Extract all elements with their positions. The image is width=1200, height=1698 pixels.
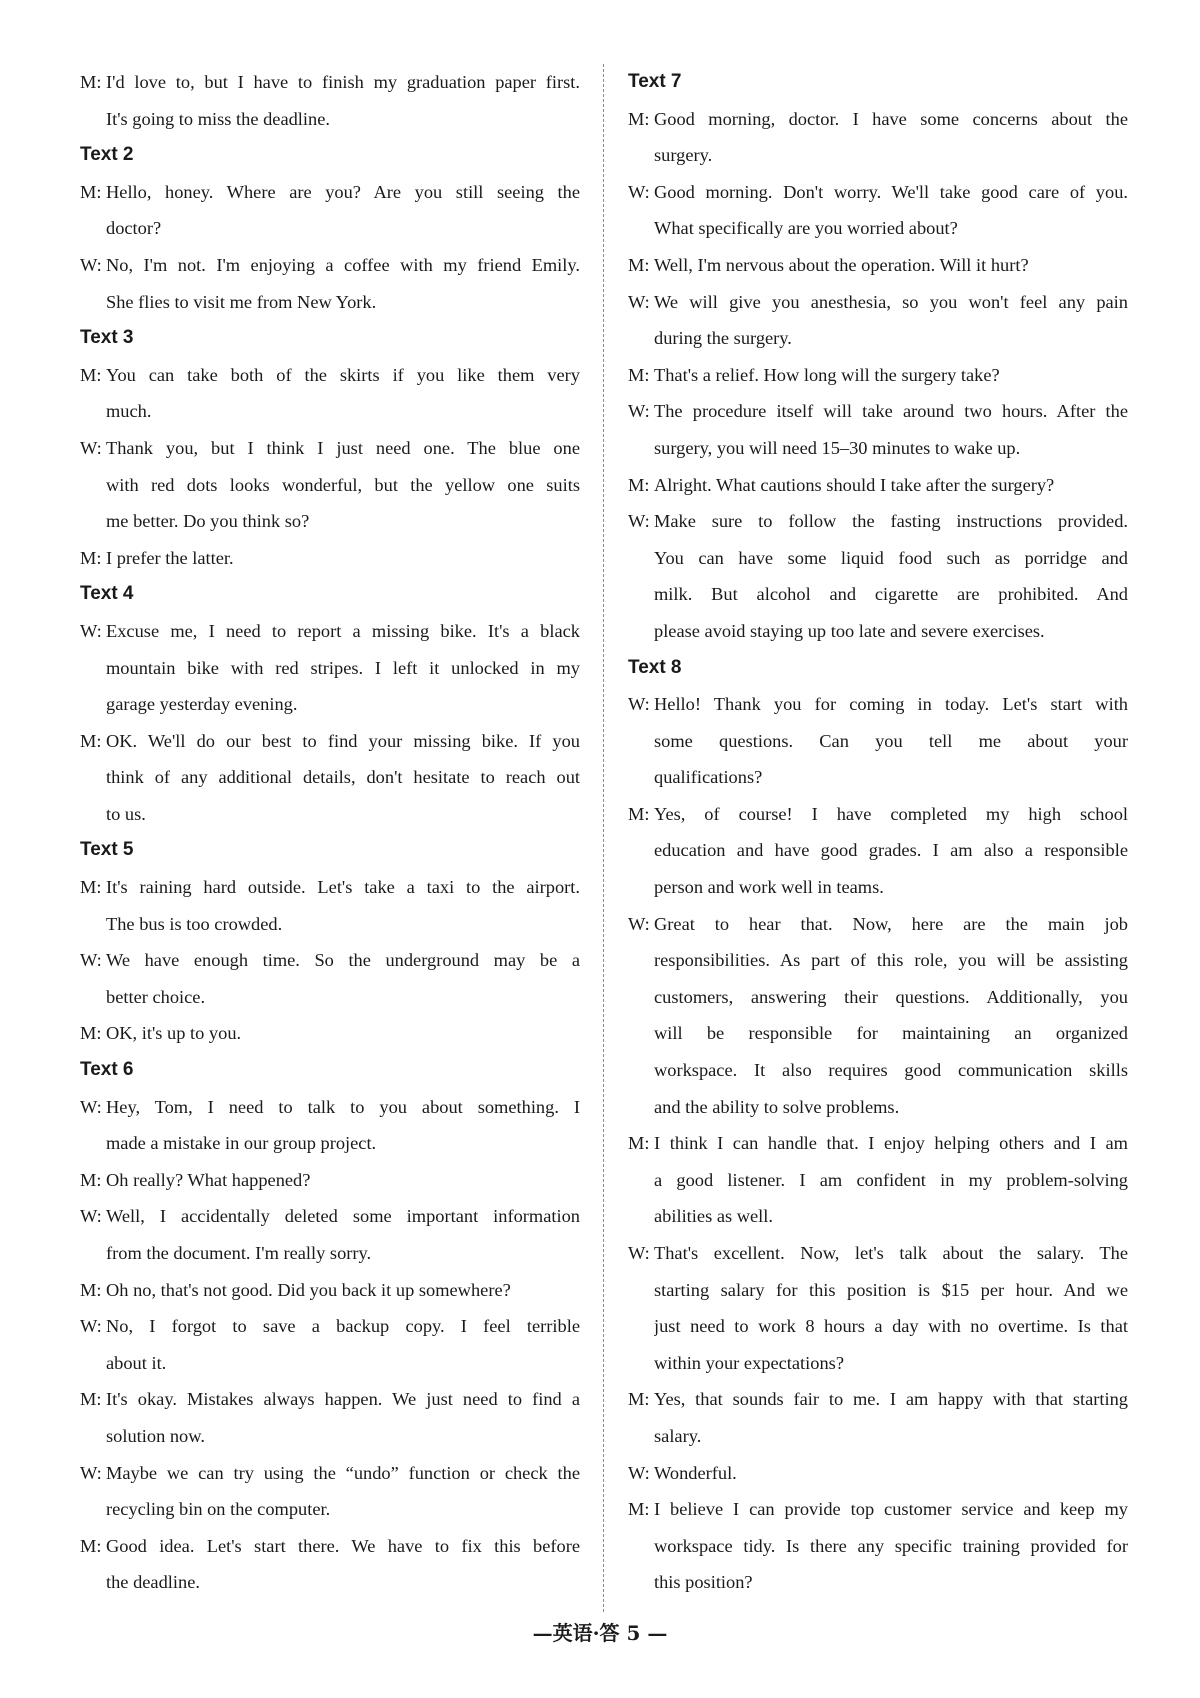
dialogue-line	[628, 1564, 1128, 1601]
dialogue-line	[628, 1272, 1128, 1309]
dialogue-text: abilities as well.	[654, 1206, 774, 1227]
dialogue-text: think of any additional details, don't hesitate to reach out	[106, 767, 580, 788]
dialogue-line	[628, 1528, 1128, 1565]
speaker-label: W:	[80, 620, 102, 641]
dialogue-line	[80, 1564, 580, 1601]
dialogue-text: workspace tidy. Is there any specific training provided for	[654, 1535, 1128, 1556]
dialogue-line	[628, 1418, 1128, 1455]
dialogue-text: Make sure to follow the fasting instructions provided.	[654, 511, 1128, 532]
dialogue-line	[80, 906, 580, 943]
dialogue-line	[628, 1345, 1128, 1382]
dialogue-line	[80, 1381, 580, 1418]
dialogue-text: surgery.	[654, 145, 713, 166]
dialogue-line	[628, 979, 1128, 1016]
speaker-label: W:	[628, 694, 650, 715]
dialogue-text: during the surgery.	[654, 328, 792, 349]
dialogue-line	[80, 1528, 580, 1565]
dialogue-text: No, I forgot to save a backup copy. I feel terrible	[106, 1316, 580, 1337]
speaker-label: W:	[628, 1462, 650, 1483]
speaker-label: W:	[80, 950, 102, 971]
dialogue-text: surgery, you will need 15–30 minutes to wake up.	[654, 437, 1021, 458]
dialogue-text: to us.	[106, 803, 146, 824]
speaker-label: W:	[628, 511, 650, 532]
dialogue-line	[80, 1455, 580, 1492]
page-footer: —英语·答 5 —	[532, 1621, 668, 1645]
dialogue-text: made a mistake in our group project.	[106, 1133, 377, 1154]
dialogue-text: She flies to visit me from New York.	[106, 291, 377, 312]
dialogue-text: customers, answering their questions. Additionally, you	[654, 986, 1128, 1007]
speaker-label: M:	[628, 1389, 650, 1410]
dialogue-line	[80, 174, 580, 211]
dialogue-line	[80, 1089, 580, 1126]
speaker-label: M:	[628, 254, 650, 275]
dialogue-text: No, I'm not. I'm enjoying a coffee with my friend Emily.	[106, 254, 580, 275]
speaker-label: W:	[80, 254, 102, 275]
speaker-label: M:	[80, 72, 102, 92]
dialogue-line	[80, 723, 580, 760]
dialogue-text: will be responsible for maintaining an organized	[654, 1023, 1128, 1044]
dialogue-text: doctor?	[106, 218, 162, 239]
dialogue-line	[80, 540, 580, 577]
dialogue-line	[80, 210, 580, 247]
dialogue-line	[628, 1125, 1128, 1162]
dialogue-line	[628, 723, 1128, 760]
dialogue-text: OK. We'll do our best to find your missing bike. If you	[106, 730, 580, 751]
section-heading: Text 6	[80, 1059, 134, 1081]
dialogue-text: Yes, that sounds fair to me. I am happy with that starting	[654, 1389, 1128, 1410]
dialogue-line	[80, 942, 580, 979]
dialogue-line	[628, 869, 1128, 906]
speaker-label: M:	[80, 1279, 102, 1300]
dialogue-text: Well, I accidentally deleted some important information	[106, 1206, 580, 1227]
dialogue-text: qualifications?	[654, 767, 763, 788]
speaker-label: W:	[80, 437, 102, 458]
speaker-label: M:	[80, 1389, 102, 1410]
dialogue-line	[628, 210, 1128, 247]
dialogue-line	[80, 613, 580, 650]
dialogue-line	[628, 467, 1128, 504]
dialogue-line	[628, 576, 1128, 613]
dialogue-line	[80, 759, 580, 796]
dialogue-line	[80, 503, 580, 540]
dialogue-text: responsibilities. As part of this role, you will be assisting	[654, 950, 1128, 971]
column-divider	[603, 64, 604, 1612]
dialogue-text: milk. But alcohol and cigarette are prohibited. And	[654, 584, 1128, 605]
dialogue-text: about it.	[106, 1352, 167, 1373]
speaker-label: W:	[628, 1243, 650, 1263]
dialogue-text: from the document. I'm really sorry.	[106, 1243, 372, 1263]
speaker-label: M:	[80, 181, 102, 202]
dialogue-text: recycling bin on the computer.	[106, 1499, 331, 1520]
dialogue-line	[80, 1015, 580, 1052]
dialogue-text: You can have some liquid food such as porridge and	[654, 547, 1128, 568]
dialogue-line	[80, 1125, 580, 1162]
dialogue-line	[628, 1162, 1128, 1199]
dialogue-line	[80, 869, 580, 906]
dialogue-line	[628, 101, 1128, 138]
dialogue-line	[80, 430, 580, 467]
dialogue-text: starting salary for this position is $15 per hour. And we	[654, 1279, 1128, 1300]
speaker-label: M:	[80, 730, 102, 751]
dialogue-line	[628, 906, 1128, 943]
speaker-label: M:	[628, 364, 650, 385]
dialogue-text: I prefer the latter.	[106, 547, 234, 568]
dialogue-text: You can take both of the skirts if you like them very	[106, 364, 580, 385]
dialogue-text: workspace. It also requires good communication skills	[654, 1060, 1128, 1081]
speaker-label: W:	[628, 181, 650, 202]
speaker-label: M:	[80, 547, 102, 568]
section-heading: Text 7	[628, 71, 682, 92]
speaker-label: M:	[80, 1023, 102, 1044]
dialogue-line	[80, 357, 580, 394]
dialogue-text: Good morning. Don't worry. We'll take good care of you.	[654, 181, 1128, 202]
right-column	[628, 64, 1128, 1601]
dialogue-line	[80, 101, 580, 138]
dialogue-text: It's going to miss the deadline.	[106, 108, 330, 129]
speaker-label: W:	[80, 1316, 102, 1337]
speaker-label: M:	[628, 1499, 650, 1520]
dialogue-line	[628, 1089, 1128, 1126]
dialogue-line	[80, 1162, 580, 1199]
dialogue-line	[628, 1052, 1128, 1089]
dialogue-line	[628, 247, 1128, 284]
dialogue-text: Yes, of course! I have completed my high school	[654, 803, 1128, 824]
dialogue-line	[628, 686, 1128, 723]
dialogue-text: Good idea. Let's start there. We have to fix this before	[106, 1535, 580, 1556]
dialogue-text: please avoid staying up too late and severe exercises.	[654, 620, 1045, 641]
section-heading: Text 8	[628, 656, 682, 678]
dialogue-line	[628, 1198, 1128, 1235]
dialogue-text: Oh no, that's not good. Did you back it up somewhere?	[106, 1279, 511, 1300]
dialogue-text: Excuse me, I need to report a missing bike. It's a black	[106, 620, 580, 641]
dialogue-line	[628, 503, 1128, 540]
dialogue-text: Hello, honey. Where are you? Are you still seeing the	[106, 181, 580, 202]
dialogue-text: Wonderful.	[654, 1462, 737, 1483]
dialogue-text: a good listener. I am confident in my problem-solving	[654, 1169, 1128, 1190]
section-heading: Text 3	[80, 327, 134, 349]
speaker-label: M:	[628, 1133, 650, 1154]
dialogue-line	[80, 686, 580, 723]
dialogue-line	[80, 1308, 580, 1345]
speaker-label: W:	[80, 1206, 102, 1227]
dialogue-text: within your expectations?	[654, 1352, 844, 1373]
dialogue-line	[628, 284, 1128, 321]
dialogue-line	[628, 796, 1128, 833]
dialogue-text: salary.	[654, 1425, 702, 1446]
section-heading: Text 4	[80, 583, 134, 605]
dialogue-text: That's a relief. How long will the surgery take?	[654, 364, 1000, 385]
dialogue-text: The bus is too crowded.	[106, 913, 283, 934]
dialogue-text: Good morning, doctor. I have some concerns about the	[654, 108, 1128, 129]
speaker-label: M:	[80, 877, 102, 898]
dialogue-text: Great to hear that. Now, here are the main job	[654, 913, 1128, 934]
section-heading: Text 2	[80, 144, 134, 166]
dialogue-line	[628, 942, 1128, 979]
dialogue-line	[80, 1235, 580, 1272]
dialogue-text: person and work well in teams.	[654, 877, 884, 898]
dialogue-text: OK, it's up to you.	[106, 1023, 242, 1044]
dialogue-line	[628, 393, 1128, 430]
dialogue-text: Hey, Tom, I need to talk to you about something. I	[106, 1096, 580, 1117]
dialogue-text: and the ability to solve problems.	[654, 1096, 900, 1117]
dialogue-line	[628, 357, 1128, 394]
dialogue-line	[628, 1491, 1128, 1528]
dialogue-text: Hello! Thank you for coming in today. Let's start with	[654, 694, 1128, 715]
dialogue-line	[628, 1235, 1128, 1272]
dialogue-text: The procedure itself will take around two hours. After the	[654, 401, 1128, 422]
dialogue-text: education and have good grades. I am also a responsible	[654, 840, 1128, 861]
dialogue-line	[628, 832, 1128, 869]
dialogue-text: Well, I'm nervous about the operation. Will it hurt?	[654, 254, 1029, 275]
dialogue-line	[628, 613, 1128, 650]
speaker-label: W:	[628, 913, 650, 934]
dialogue-text: It's raining hard outside. Let's take a taxi to the airport.	[106, 877, 580, 898]
dialogue-text: Alright. What cautions should I take after the surgery?	[654, 474, 1055, 495]
speaker-label: M:	[628, 474, 650, 495]
dialogue-line	[628, 1455, 1128, 1492]
dialogue-text: I believe I can provide top customer service and keep my	[654, 1499, 1128, 1520]
dialogue-line	[80, 393, 580, 430]
dialogue-line	[80, 1418, 580, 1455]
dialogue-text: We will give you anesthesia, so you won't feel any pain	[654, 291, 1128, 312]
speaker-label: M:	[80, 1535, 102, 1556]
dialogue-text: better choice.	[106, 986, 206, 1007]
dialogue-line	[80, 1491, 580, 1528]
dialogue-line	[80, 979, 580, 1016]
dialogue-line	[628, 1381, 1128, 1418]
dialogue-text: Maybe we can try using the “undo” function or check the	[106, 1462, 580, 1483]
dialogue-text: the deadline.	[106, 1572, 200, 1593]
dialogue-text: just need to work 8 hours a day with no overtime. Is that	[654, 1316, 1128, 1337]
dialogue-text: It's okay. Mistakes always happen. We just need to find a	[106, 1389, 580, 1410]
dialogue-text: I think I can handle that. I enjoy helping others and I am	[654, 1133, 1128, 1154]
speaker-label: M:	[628, 803, 650, 824]
dialogue-text: much.	[106, 401, 152, 422]
speaker-label: W:	[80, 1462, 102, 1483]
speaker-label: W:	[80, 1096, 102, 1117]
dialogue-text: with red dots looks wonderful, but the yellow one suits	[106, 474, 580, 495]
speaker-label: M:	[80, 364, 102, 385]
dialogue-line	[80, 247, 580, 284]
speaker-label: W:	[628, 401, 650, 422]
dialogue-line	[80, 1198, 580, 1235]
dialogue-line	[628, 174, 1128, 211]
dialogue-text: That's excellent. Now, let's talk about the salary. The	[654, 1243, 1128, 1263]
dialogue-line	[628, 430, 1128, 467]
dialogue-text: garage yesterday evening.	[106, 694, 298, 715]
dialogue-text: What specifically are you worried about?	[654, 218, 958, 239]
dialogue-text: this position?	[654, 1572, 753, 1593]
dialogue-line	[80, 284, 580, 321]
section-heading: Text 5	[80, 839, 134, 861]
dialogue-line	[628, 759, 1128, 796]
dialogue-line	[80, 796, 580, 833]
dialogue-text: mountain bike with red stripes. I left it unlocked in my	[106, 657, 580, 678]
speaker-label: M:	[628, 108, 650, 129]
dialogue-line	[628, 540, 1128, 577]
dialogue-line	[628, 1015, 1128, 1052]
dialogue-line	[80, 64, 580, 101]
dialogue-line	[80, 1345, 580, 1382]
dialogue-line	[80, 467, 580, 504]
dialogue-text: some questions. Can you tell me about your	[654, 730, 1128, 751]
dialogue-text: I'd love to, but I have to finish my graduation paper first.	[106, 72, 580, 92]
speaker-label: M:	[80, 1169, 102, 1190]
dialogue-text: Thank you, but I think I just need one. The blue one	[106, 437, 580, 458]
left-column	[80, 64, 580, 1601]
dialogue-text: me better. Do you think so?	[106, 511, 310, 532]
dialogue-line	[628, 1308, 1128, 1345]
dialogue-text: We have enough time. So the underground may be a	[106, 950, 580, 971]
dialogue-line	[628, 137, 1128, 174]
dialogue-line	[80, 650, 580, 687]
dialogue-line	[628, 320, 1128, 357]
dialogue-line	[80, 1272, 580, 1309]
dialogue-text: solution now.	[106, 1425, 205, 1446]
speaker-label: W:	[628, 291, 650, 312]
dialogue-text: Oh really? What happened?	[106, 1169, 311, 1190]
